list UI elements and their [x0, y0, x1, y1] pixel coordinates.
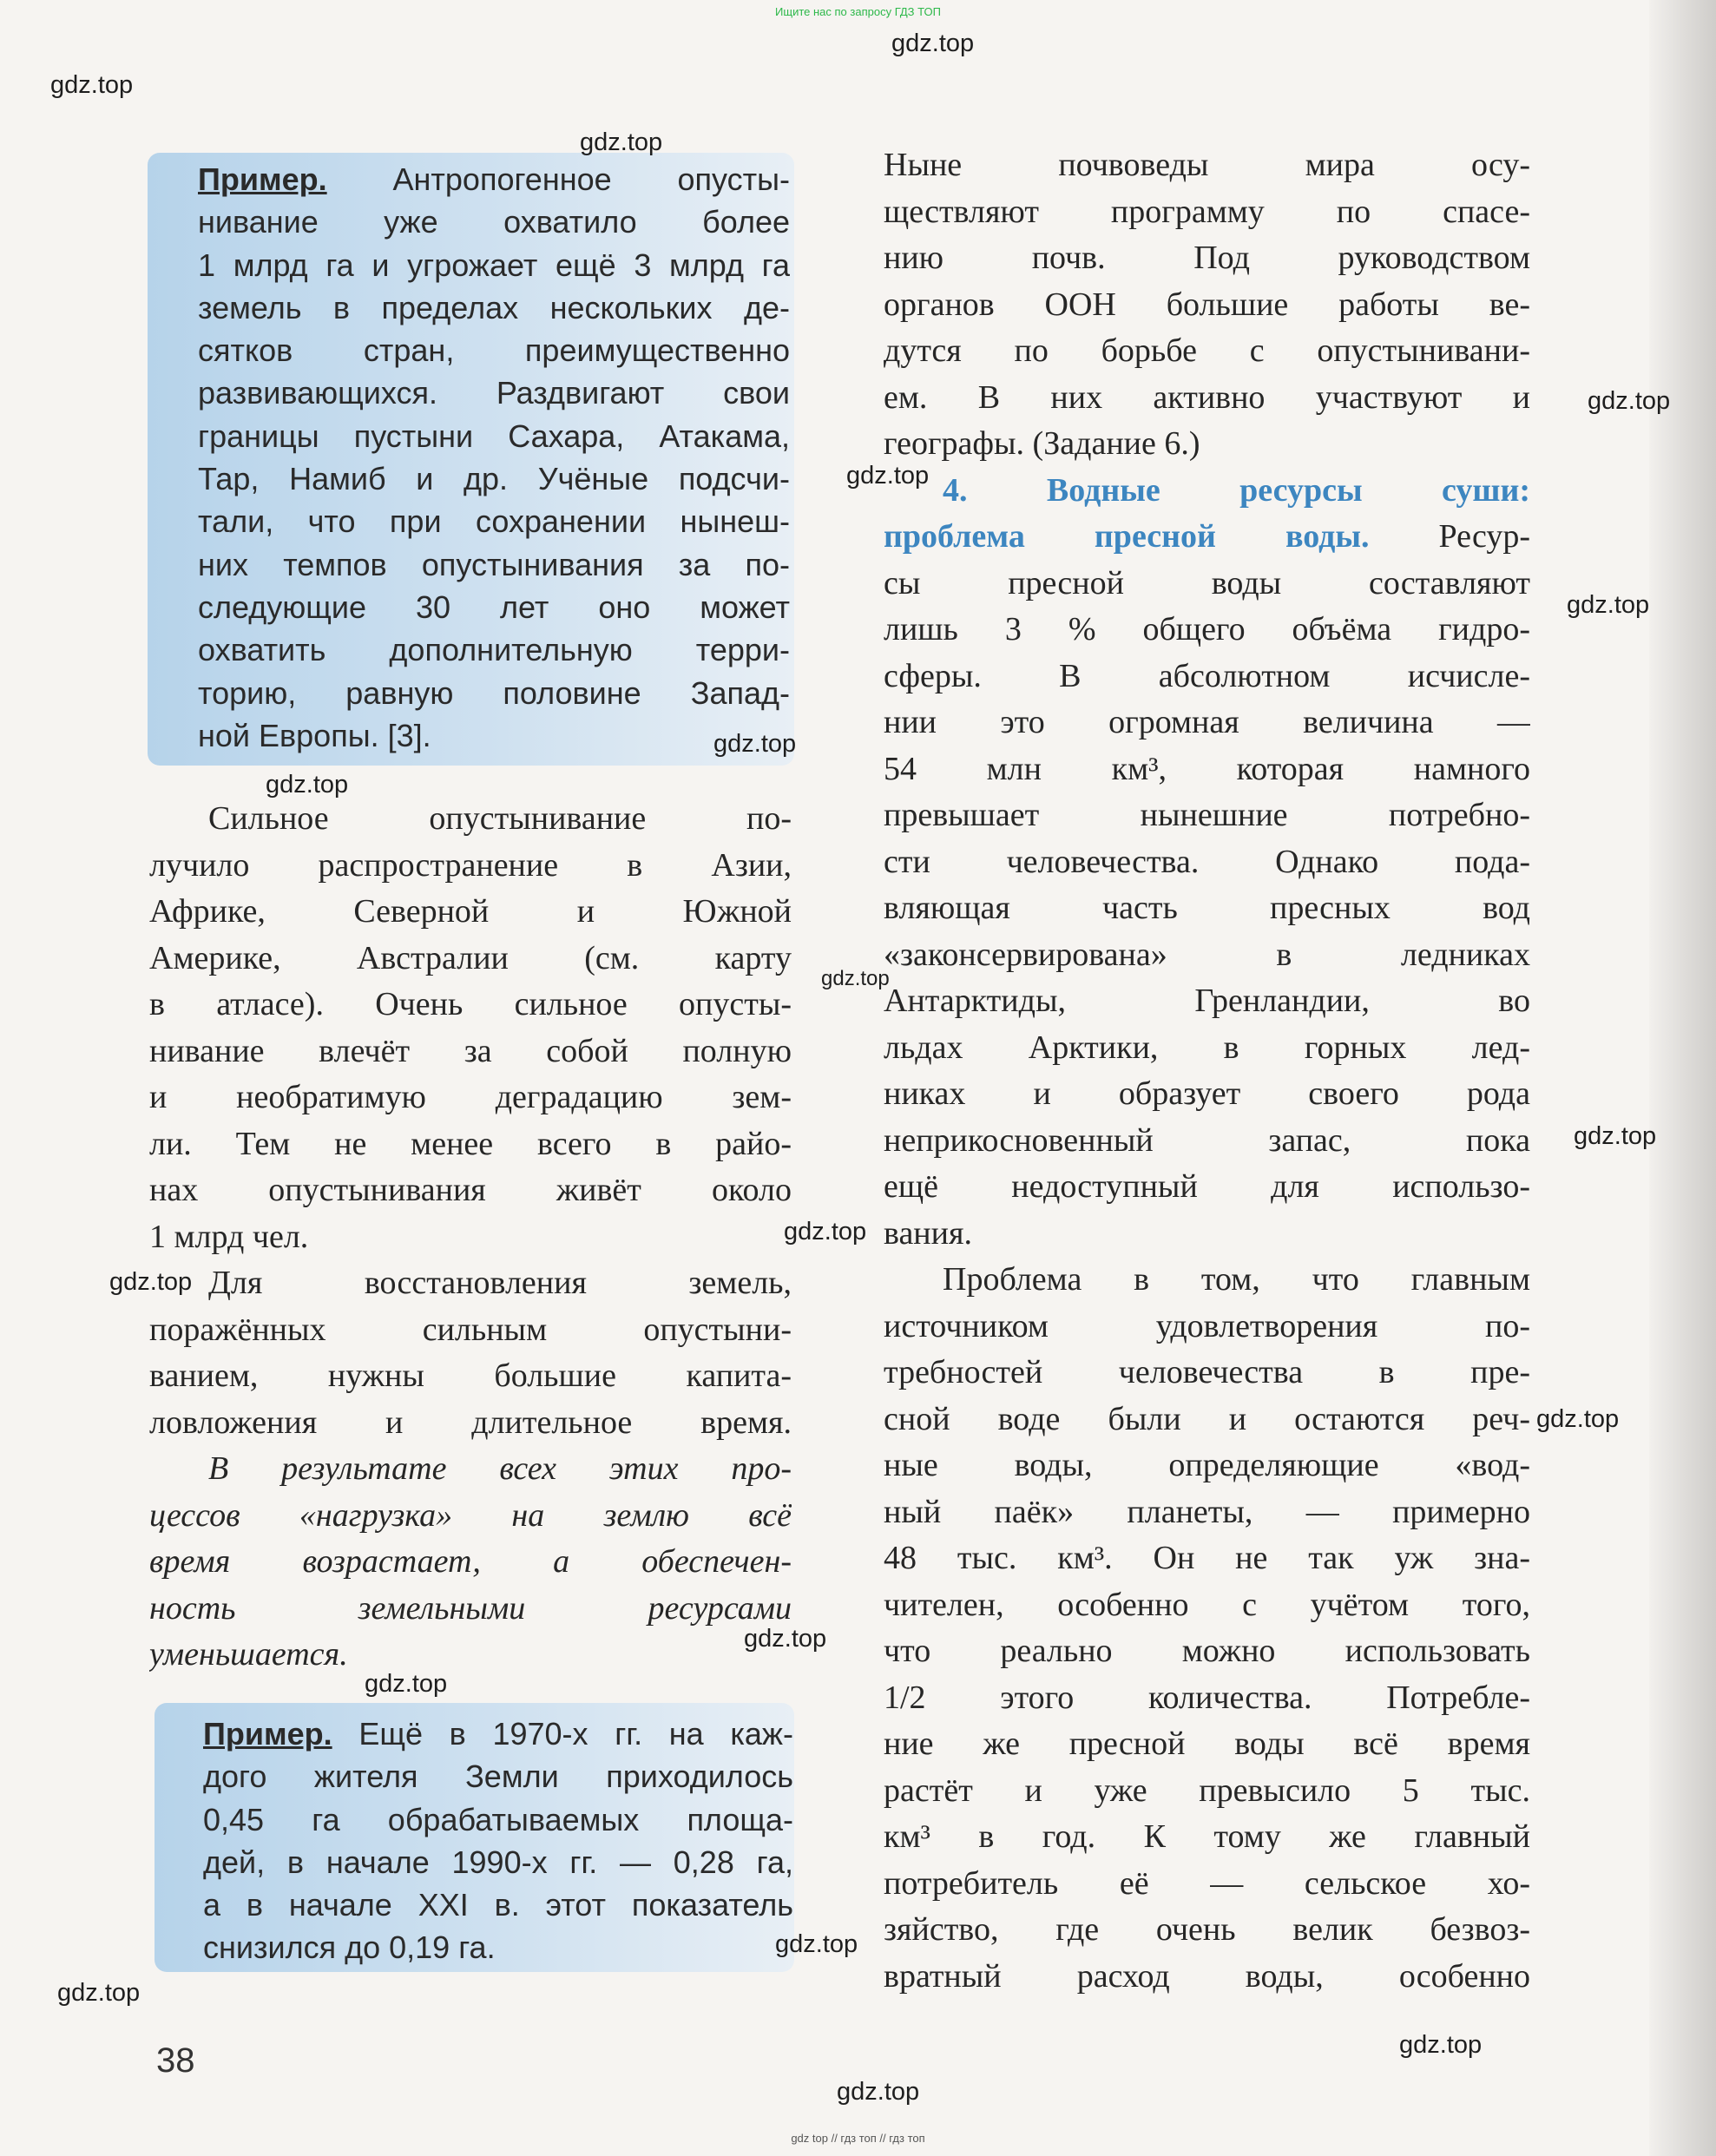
watermark: gdz.top	[846, 462, 930, 490]
text-line: ещё недоступный для использо-	[884, 1168, 1530, 1205]
text-line: растёт и уже превысило 5 тыс.	[884, 1771, 1530, 1809]
italic-line: время возрастает, а обеспечен-	[149, 1543, 792, 1580]
italic-line: уменьшается.	[149, 1636, 348, 1673]
watermark: gdz.top	[713, 730, 797, 758]
text-line: сы пресной воды составляют	[884, 564, 1530, 601]
watermark: gdz.top	[1399, 2031, 1483, 2059]
example-2-first-line: Пример. Ещё в 1970-х гг. на каж-	[203, 1716, 793, 1752]
text-line: 0,45 га обрабатываемых площа-	[203, 1801, 793, 1837]
text-line: ществляют программу по спасе-	[884, 193, 1530, 230]
text-line: ной Европы. [3].	[198, 717, 431, 753]
watermark: gdz.top	[1567, 591, 1650, 619]
text-line: них темпов опустынивания за по-	[198, 546, 790, 582]
text-line: границы пустыни Сахара, Атакама,	[198, 417, 790, 454]
text-line: в атласе). Очень сильное опусты-	[149, 986, 792, 1022]
text-line: нии это огромная величина —	[884, 704, 1530, 740]
left-column-text	[149, 796, 792, 1679]
text-line: Америке, Австралии (см. карту	[149, 939, 792, 976]
watermark: gdz.top	[266, 771, 349, 799]
watermark: gdz.top	[57, 1979, 141, 2007]
text-line: Для восстановления земель,	[208, 1265, 792, 1301]
text-line: сферы. В абсолютном исчисле-	[884, 657, 1530, 694]
text-line: сной воде были и остаются реч-	[884, 1400, 1530, 1437]
watermark: gdz.top	[1588, 387, 1671, 415]
text-line: сятков стран, преимущественно	[198, 332, 790, 369]
example-1-first-line: Пример. Антропогенное опусты-	[198, 161, 790, 197]
text-line: 1 млрд чел.	[149, 1218, 309, 1255]
text-line: источником удовлетворения по-	[884, 1307, 1530, 1344]
text-line: 1 млрд га и угрожает ещё 3 млрд га	[198, 246, 790, 283]
text-line: 1/2 этого количества. Потребле-	[884, 1679, 1530, 1716]
text-line: нах опустынивания живёт около	[149, 1172, 792, 1208]
watermark: gdz.top	[744, 1625, 827, 1653]
text-line: вляющая часть пресных вод	[884, 890, 1530, 926]
text-line: 48 тыс. км³. Он не так уж зна-	[884, 1540, 1530, 1576]
text-line: льдах Арктики, в горных лед-	[884, 1029, 1530, 1066]
watermark: gdz.top	[365, 1670, 448, 1698]
text-line: торию, равную половине Запад-	[198, 674, 790, 711]
text-line: неприкосновенный запас, пока	[884, 1121, 1530, 1159]
text-line: вратный расход воды, особенно	[884, 1957, 1530, 1995]
text-line: Африке, Северной и Южной	[149, 893, 792, 930]
text-line: вания.	[884, 1214, 972, 1252]
text-line: следующие 30 лет оно может	[198, 588, 790, 625]
watermark: gdz.top	[821, 967, 890, 990]
text-line: лишь 3 % общего объёма гидро-	[884, 611, 1530, 647]
text-line: нию почв. Под руководством	[884, 240, 1530, 276]
example-1-text	[198, 158, 790, 757]
text-line: снизился до 0,19 га.	[203, 1929, 496, 1966]
text-line: тали, что при сохранении нынеш-	[198, 503, 790, 540]
page-edge-shadow	[1649, 0, 1716, 2156]
footer-note: gdz top // гдз топ // гдз топ	[791, 2132, 925, 2145]
watermark: gdz.top	[891, 30, 975, 57]
header-note: Ищите нас по запросу ГДЗ ТОП	[775, 5, 941, 18]
text-line: «законсервирована» в ледниках	[884, 936, 1530, 973]
text-line: и необратимую деградацию зем-	[149, 1079, 792, 1115]
text-line: дого жителя Земли приходилось	[203, 1758, 793, 1795]
text-line: поражённых сильным опустыни-	[149, 1311, 792, 1348]
text-line: Проблема в том, что главным	[943, 1261, 1530, 1298]
text-line: превышает нынешние потребно-	[884, 797, 1530, 833]
text-line: дутся по борьбе с опустынивани-	[884, 332, 1530, 369]
right-column-text	[884, 142, 1530, 2000]
text-line: нивание уже охватило более	[198, 204, 790, 240]
text-line: дей, в начале 1990-х гг. — 0,28 га,	[203, 1844, 793, 1880]
watermark: gdz.top	[1536, 1405, 1620, 1433]
text-line: км³ в год. К тому же главный	[884, 1818, 1530, 1855]
watermark: gdz.top	[580, 128, 663, 156]
text-line: ные воды, определяющие «вод-	[884, 1447, 1530, 1483]
text-line: земель в пределах нескольких де-	[198, 289, 790, 325]
watermark: gdz.top	[109, 1268, 193, 1296]
italic-line: цессов «нагрузка» на землю всё	[149, 1496, 792, 1534]
text-line: развивающихся. Раздвигают свои	[198, 375, 790, 411]
italic-line: В результате всех этих про-	[208, 1450, 792, 1487]
text-line: ванием, нужны большие капита-	[149, 1357, 792, 1394]
text-line: нивание влечёт за собой полную	[149, 1032, 792, 1069]
text-line: зяйство, где очень велик безвоз-	[884, 1911, 1530, 1948]
text-line: Тар, Намиб и др. Учёные подсчи-	[198, 461, 790, 497]
example-2-text	[203, 1712, 793, 1969]
section-heading: 4. Водные ресурсы суши:	[943, 471, 1530, 509]
text-line: географы. (Задание 6.)	[884, 425, 1200, 462]
text-line: лучило распространение в Азии,	[149, 846, 792, 884]
text-line: Ныне почвоведы мира осу-	[884, 147, 1530, 183]
text-line: а в начале XXI в. этот показатель	[203, 1887, 793, 1923]
text-line: ловложения и длительное время.	[149, 1403, 792, 1441]
text-line: потребитель её — сельское хо-	[884, 1864, 1530, 1902]
example-1-label: Пример.	[198, 161, 327, 197]
text-line: ние же пресной воды всё время	[884, 1725, 1530, 1762]
watermark: gdz.top	[775, 1930, 858, 1958]
text-line: требностей человечества в пре-	[884, 1354, 1530, 1390]
text-line: органов ООН большие работы ве-	[884, 286, 1530, 323]
text-line: никах и образует своего рода	[884, 1075, 1530, 1112]
text-line: Антарктиды, Гренландии, во	[884, 983, 1530, 1019]
watermark: gdz.top	[50, 71, 134, 99]
watermark: gdz.top	[837, 2078, 920, 2106]
italic-line: ность земельными ресурсами	[149, 1589, 792, 1627]
text-line: охватить дополнительную терри-	[198, 632, 790, 668]
text-line: 54 млн км³, которая намного	[884, 750, 1530, 787]
text-line: чителен, особенно с учётом того,	[884, 1586, 1530, 1623]
text-line: Сильное опустынивание по-	[208, 800, 792, 837]
example-2-label: Пример.	[203, 1716, 332, 1752]
page-number: 38	[156, 2041, 195, 2080]
watermark: gdz.top	[784, 1218, 867, 1246]
text-line: ный паёк» планеты, — примерно	[884, 1493, 1530, 1530]
text-line: ли. Тем не менее всего в райо-	[149, 1125, 792, 1162]
section-heading-line-2: проблема пресной воды. Ресур-	[884, 518, 1530, 555]
watermark: gdz.top	[1574, 1122, 1657, 1150]
text-line: ем. В них активно участвуют и	[884, 378, 1530, 416]
text-line: что реально можно использовать	[884, 1633, 1530, 1669]
text-line: сти человечества. Однако пода-	[884, 843, 1530, 880]
